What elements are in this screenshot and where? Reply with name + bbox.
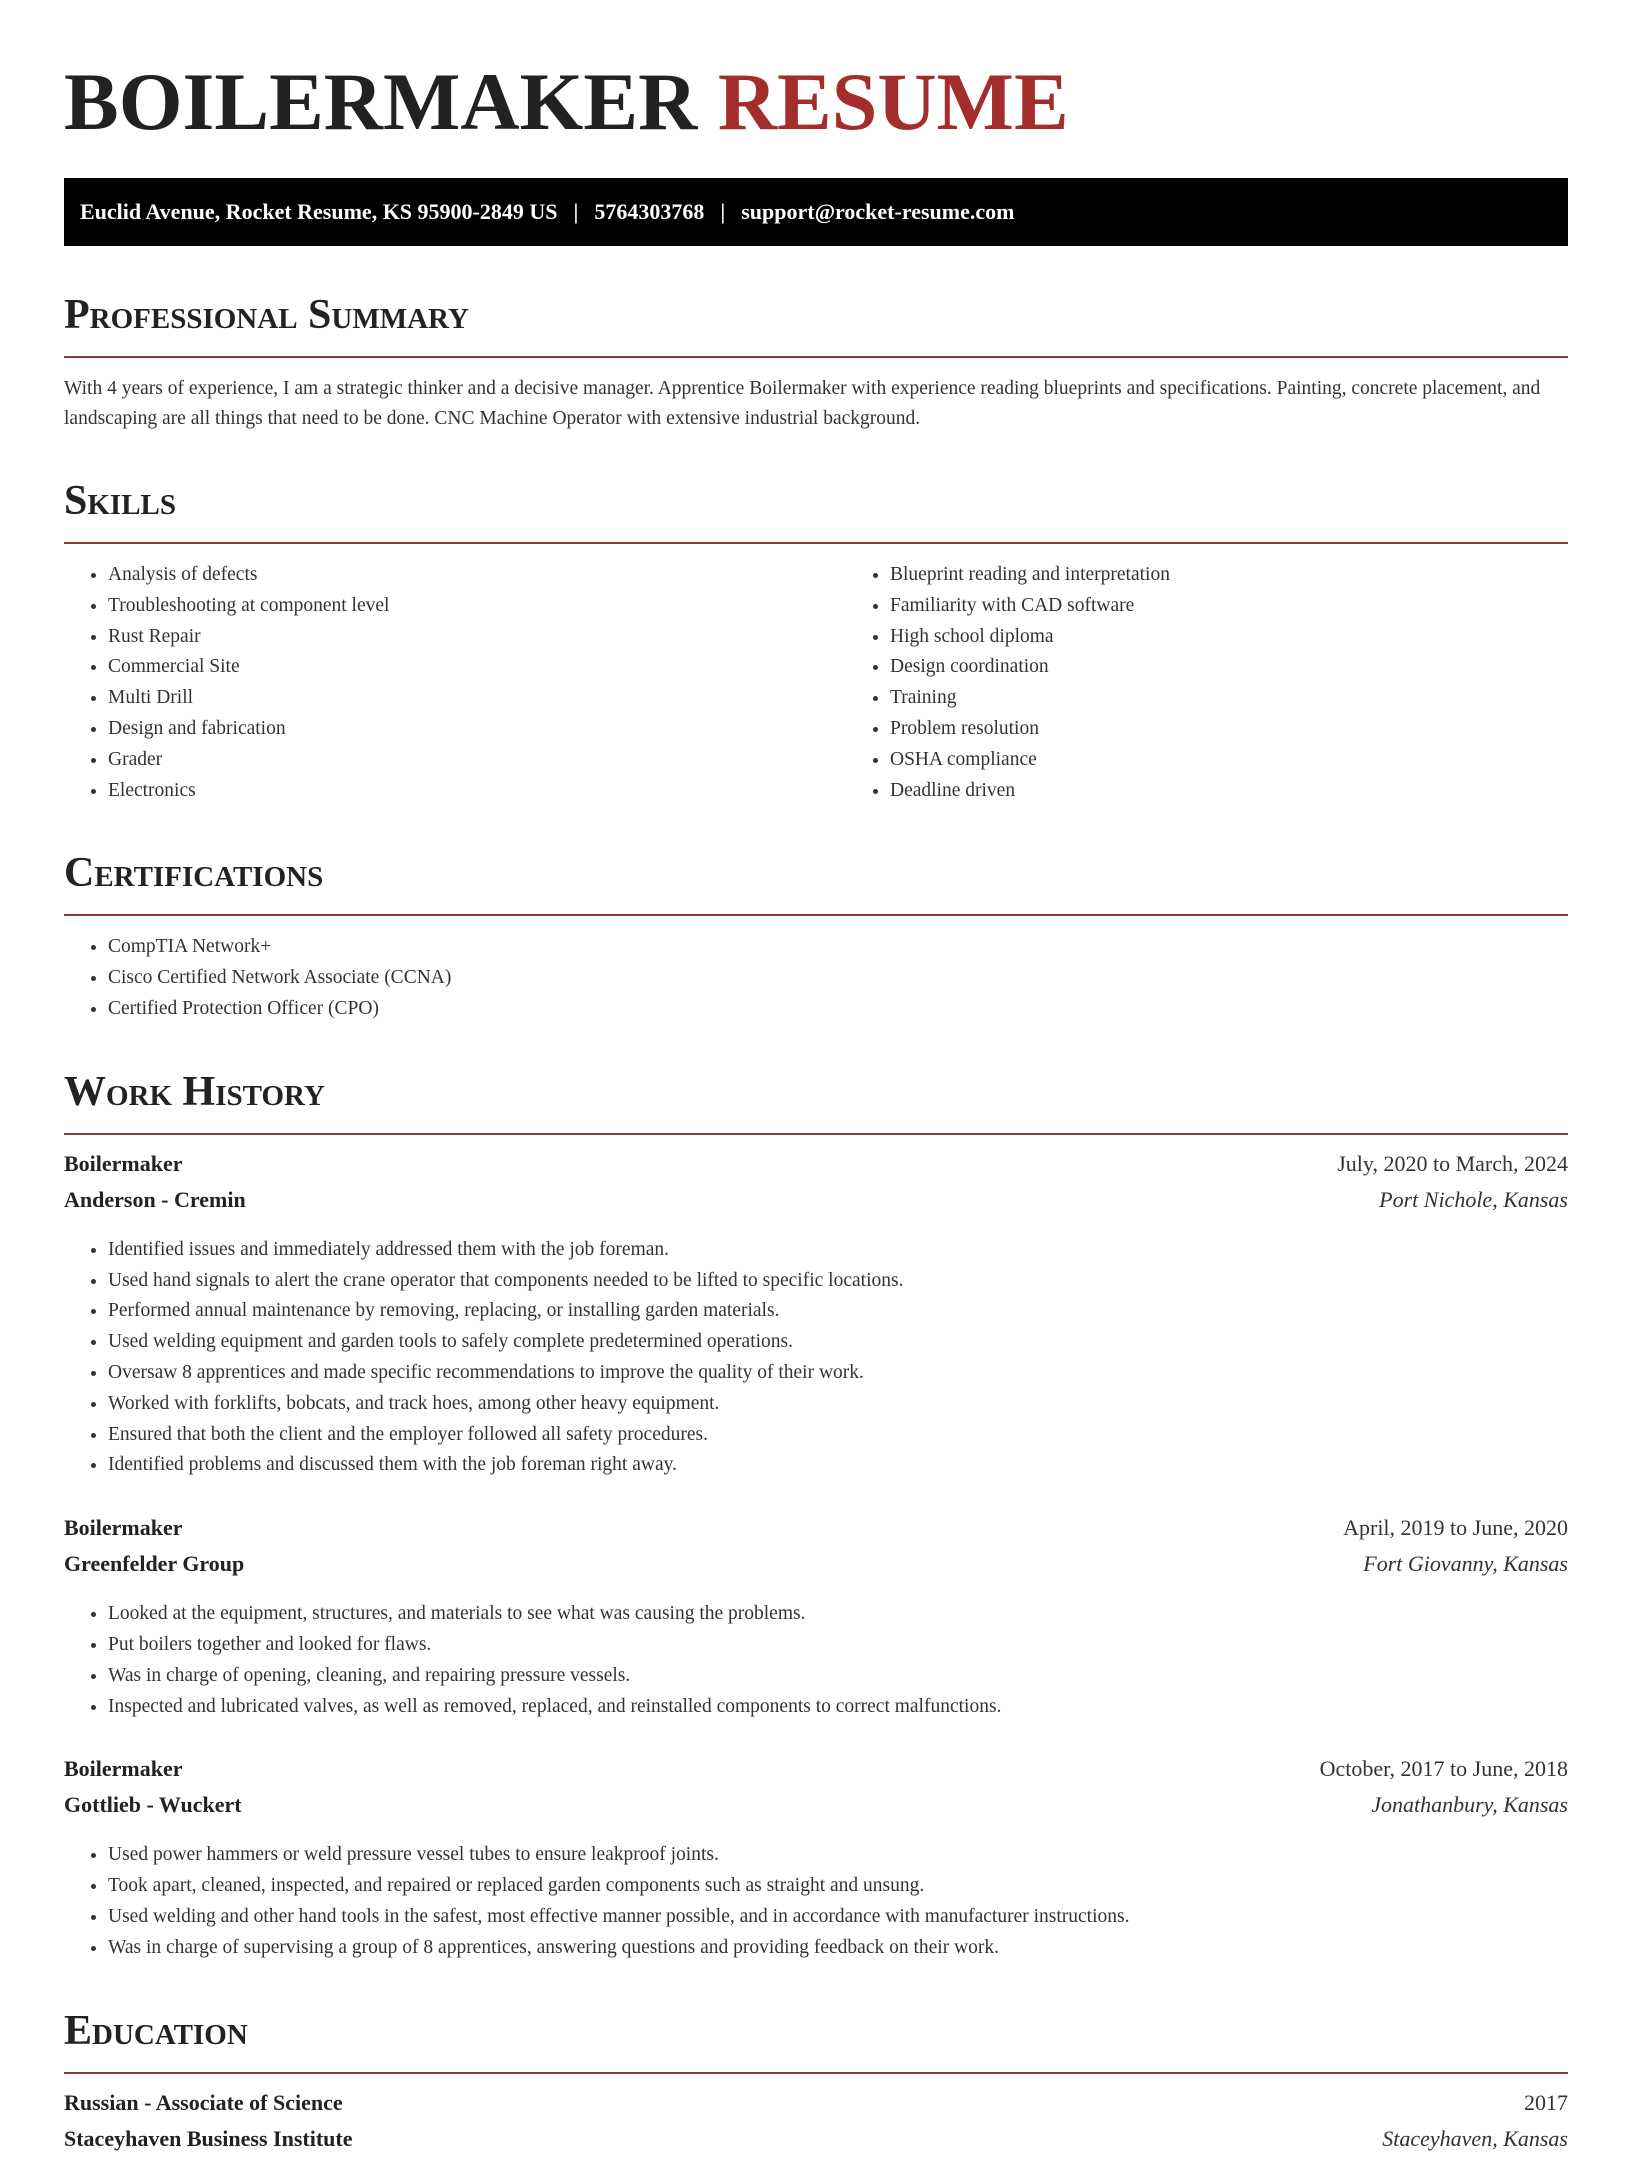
job-bullet: • Performed annual maintenance by removing, replacing, or installing garden materials. [108, 1296, 1568, 1327]
job-bullet: • Used power hammers or weld pressure vessel tubes to ensure leakproof joints. [108, 1840, 1568, 1871]
education-year: 2017 [1524, 2089, 1568, 2115]
job-location: Jonathanbury, Kansas [1371, 1792, 1568, 1818]
certifications-section [64, 850, 1568, 1024]
contact-address: Euclid Avenue, Rocket Resume, KS 95900-2849 US [80, 199, 558, 224]
summary-section [64, 292, 1568, 434]
section-divider [64, 356, 1568, 358]
job-header-row [64, 1515, 1568, 1551]
education-entry [64, 2090, 1568, 2162]
education-school: Staceyhaven Business Institute [64, 2125, 353, 2151]
skill-item: • Deadline driven [890, 776, 1170, 807]
skills-right-list [846, 560, 1170, 806]
job-company-row [64, 1792, 1568, 1828]
job-dates: October, 2017 to June, 2018 [1319, 1756, 1568, 1782]
job-bullets [64, 1235, 1568, 1481]
skills-section [64, 478, 1568, 806]
skill-item: • Analysis of defects [108, 560, 846, 591]
title-main: BOILERMAKER [64, 56, 698, 147]
job-header-row [64, 1756, 1568, 1792]
job-company: Gottlieb - Wuckert [64, 1792, 242, 1818]
education-degree: Russian - Associate of Science [64, 2089, 343, 2115]
job-bullet: • Used welding equipment and garden tools to safely complete predetermined operations. [108, 1327, 1568, 1358]
job-bullet: • Was in charge of supervising a group of 8 apprentices, answering questions and providing feedback on their work. [108, 1933, 1568, 1964]
certification-item: • Certified Protection Officer (CPO) [108, 994, 1568, 1025]
job-bullets [64, 1599, 1568, 1722]
certification-item: • CompTIA Network+ [108, 932, 1568, 963]
job-title: Boilermaker [64, 1515, 183, 1541]
skill-item: • Commercial Site [108, 652, 846, 683]
certifications-heading: Certifications [64, 850, 324, 897]
job-bullet: • Was in charge of opening, cleaning, and repairing pressure vessels. [108, 1661, 1568, 1692]
skills-left-list [64, 560, 846, 806]
job-bullet: • Ensured that both the client and the employer followed all safety procedures. [108, 1420, 1568, 1451]
job-bullets [64, 1840, 1568, 1963]
work-history-section [64, 1069, 1568, 1964]
section-divider [64, 2072, 1568, 2074]
summary-heading: Professional Summary [64, 292, 469, 338]
job-dates: July, 2020 to March, 2024 [1337, 1150, 1568, 1176]
education-heading: Education [64, 2007, 248, 2054]
summary-text: With 4 years of experience, I am a strategic thinker and a decisive manager. Apprentice Boilermaker with experience reading blueprints and specifications. Painting, concrete placement, and landscaping are all things that need to be done. CNC Machine Operator with extensive industrial background. [64, 378, 1541, 429]
job-bullet: • Used welding and other hand tools in the safest, most effective manner possible, and in accordance with manufacturer instructions. [108, 1902, 1568, 1933]
job-bullet: • Identified issues and immediately addressed them with the job foreman. [108, 1235, 1568, 1266]
education-location: Staceyhaven, Kansas [1382, 2125, 1568, 2151]
job-bullet: • Inspected and lubricated valves, as well as removed, replaced, and reinstalled components to correct malfunctions. [108, 1692, 1568, 1723]
skill-item: • Grader [108, 745, 846, 776]
job-entry [64, 1515, 1568, 1722]
contact-bar [64, 178, 1568, 246]
job-bullet: • Identified problems and discussed them with the job foreman right away. [108, 1450, 1568, 1481]
skills-heading: Skills [64, 478, 177, 524]
contact-email: support@rocket-resume.com [741, 199, 1015, 224]
job-header-row [64, 1151, 1568, 1187]
skill-item: • Multi Drill [108, 683, 846, 714]
job-company: Greenfelder Group [64, 1551, 245, 1577]
contact-phone: 5764303768 [594, 199, 705, 224]
job-entry [64, 1151, 1568, 1481]
contact-separator: | [720, 199, 726, 224]
contact-separator: | [573, 199, 579, 224]
skill-item: • Problem resolution [890, 714, 1170, 745]
work-history-heading: Work History [64, 1068, 325, 1115]
job-location: Fort Giovanny, Kansas [1363, 1551, 1568, 1577]
resume-title [64, 56, 1568, 148]
skill-item: • Troubleshooting at component level [108, 591, 846, 622]
job-company-row [64, 1551, 1568, 1587]
section-divider [64, 914, 1568, 916]
job-bullet: • Looked at the equipment, structures, and materials to see what was causing the problems. [108, 1599, 1568, 1630]
skill-item: • Design coordination [890, 652, 1170, 683]
job-dates: April, 2019 to June, 2020 [1343, 1515, 1568, 1541]
certification-item: • Cisco Certified Network Associate (CCNA) [108, 963, 1568, 994]
skill-item: • Familiarity with CAD software [890, 591, 1170, 622]
job-bullet: • Oversaw 8 apprentices and made specific recommendations to improve the quality of their work. [108, 1358, 1568, 1389]
skill-item: • Training [890, 683, 1170, 714]
section-divider [64, 1133, 1568, 1135]
education-school-row [64, 2126, 1568, 2162]
job-company-row [64, 1187, 1568, 1223]
job-bullet: • Put boilers together and looked for flaws. [108, 1630, 1568, 1661]
skill-item: • OSHA compliance [890, 745, 1170, 776]
job-title: Boilermaker [64, 1756, 183, 1782]
title-accent: RESUME [717, 56, 1069, 147]
certifications-list [64, 932, 1568, 1024]
job-company: Anderson - Cremin [64, 1186, 246, 1212]
skill-item: • Rust Repair [108, 622, 846, 653]
skills-grid [64, 560, 1568, 806]
skill-item: • Design and fabrication [108, 714, 846, 745]
job-title: Boilermaker [64, 1150, 183, 1176]
education-header-row [64, 2090, 1568, 2126]
job-bullet: • Took apart, cleaned, inspected, and repaired or replaced garden components such as straight and unsung. [108, 1871, 1568, 1902]
skill-item: • Blueprint reading and interpretation [890, 560, 1170, 591]
section-divider [64, 542, 1568, 544]
job-entry [64, 1756, 1568, 1963]
skill-item: • Electronics [108, 776, 846, 807]
job-bullet: • Worked with forklifts, bobcats, and track hoes, among other heavy equipment. [108, 1389, 1568, 1420]
skill-item: • High school diploma [890, 622, 1170, 653]
job-bullet: • Used hand signals to alert the crane operator that components needed to be lifted to specific locations. [108, 1266, 1568, 1297]
job-location: Port Nichole, Kansas [1379, 1186, 1568, 1212]
education-section [64, 2008, 1568, 2162]
